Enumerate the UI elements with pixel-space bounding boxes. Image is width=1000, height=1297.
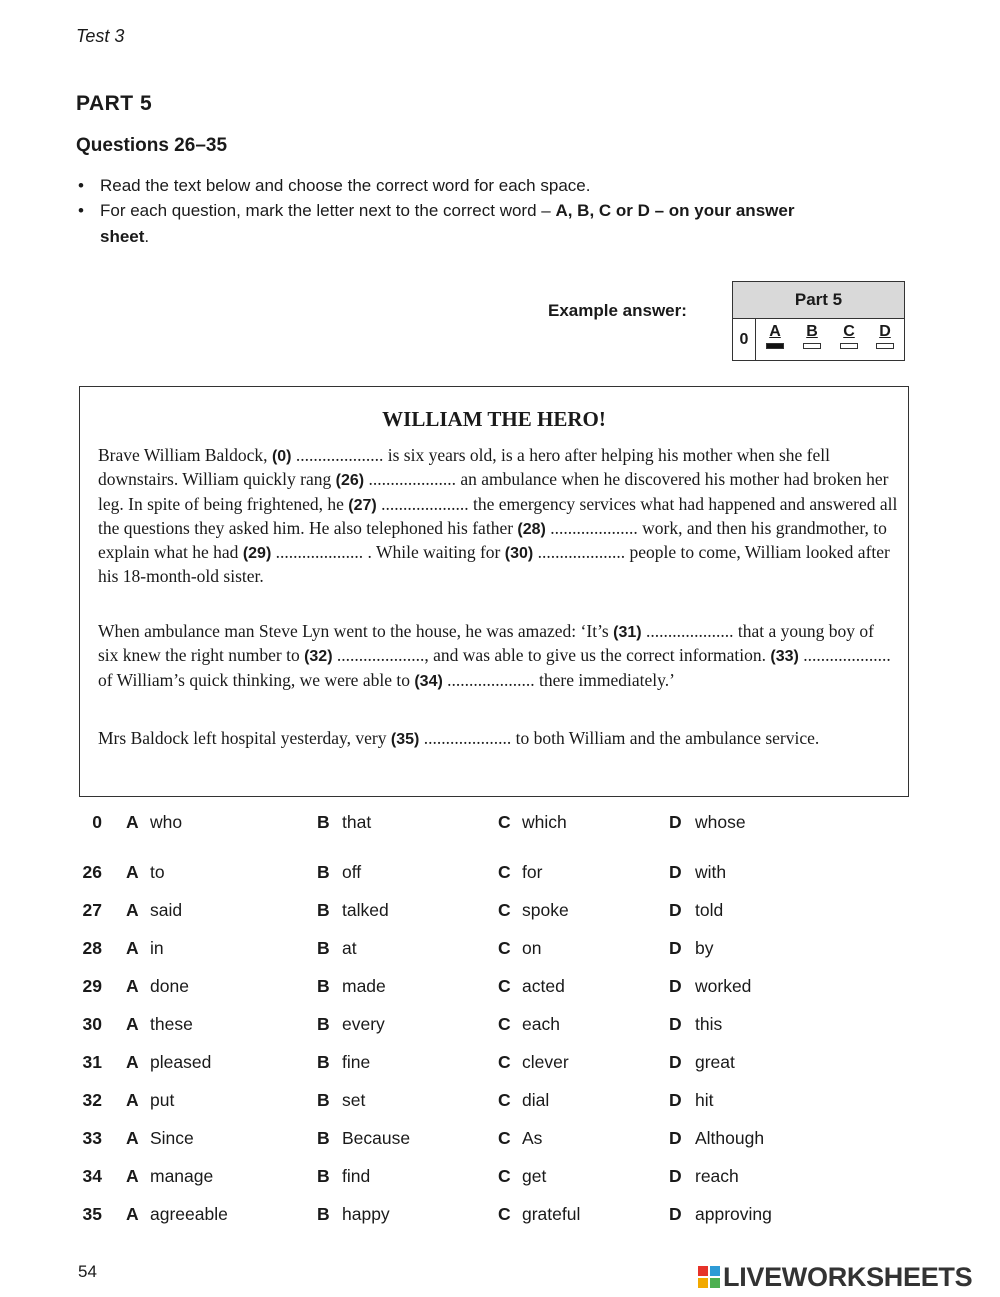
option-a-word[interactable]: who xyxy=(150,812,183,832)
option-d-word[interactable]: told xyxy=(695,900,724,920)
option-a-word[interactable]: these xyxy=(150,1014,193,1034)
option-letter-b: B xyxy=(317,1090,330,1110)
option-letter-b: B xyxy=(317,900,330,920)
option-c-word[interactable]: on xyxy=(522,938,542,958)
option-b-word[interactable]: at xyxy=(342,938,357,958)
option-b-word[interactable]: that xyxy=(342,812,372,832)
empty-mark-icon xyxy=(840,343,858,349)
bullet-icon: • xyxy=(78,176,84,195)
option-letter-b: B xyxy=(317,1204,330,1224)
option-a-word[interactable]: done xyxy=(150,976,189,996)
option-letter-b: B xyxy=(317,1014,330,1034)
option-d-word[interactable]: this xyxy=(695,1014,723,1034)
option-c-word[interactable]: acted xyxy=(522,976,565,996)
option-c-word[interactable]: As xyxy=(522,1128,543,1148)
option-d-word[interactable]: whose xyxy=(695,812,746,832)
gap-28[interactable]: .................... xyxy=(550,517,638,538)
option-c-word[interactable]: for xyxy=(522,862,543,882)
option-letter-d: D xyxy=(669,1166,682,1186)
questions-heading: Questions 26–35 xyxy=(76,135,228,156)
option-letter-c: C xyxy=(498,1128,511,1148)
option-letter-d: D xyxy=(669,1128,682,1148)
option-b-word[interactable]: fine xyxy=(342,1052,371,1072)
option-d-word[interactable]: worked xyxy=(695,976,752,996)
option-letter-d: D xyxy=(669,1090,682,1110)
option-letter-a: A xyxy=(126,1128,139,1148)
option-letter-d: D xyxy=(669,976,682,996)
option-letter-b: B xyxy=(317,812,330,832)
empty-mark-icon xyxy=(876,343,894,349)
question-number: 30 xyxy=(82,1014,102,1034)
example-box-title: Part 5 xyxy=(733,282,904,319)
question-row-31 xyxy=(0,1052,1000,1080)
option-d-word[interactable]: approving xyxy=(695,1204,772,1224)
option-letter-c: C xyxy=(498,900,511,920)
option-letter-a: A xyxy=(126,862,139,882)
option-letter-c: C xyxy=(498,1052,511,1072)
question-row-30 xyxy=(0,1014,1000,1042)
option-letter-a: A xyxy=(126,1090,139,1110)
question-number: 33 xyxy=(82,1128,102,1148)
gap-32[interactable]: .................... xyxy=(336,645,425,666)
option-a-word[interactable]: put xyxy=(150,1090,175,1110)
story-paragraph-2: When ambulance man Steve Lyn went to the house, he was amazed: ‘It’s (31) .................... that a young boy of six knew the right number to (32) ...................., and was able to give us the correct information. (33) .................... of William’s quick thinking, we were able to (34) .................... there immediately.’ xyxy=(98,621,891,690)
option-b-word[interactable]: made xyxy=(342,976,386,996)
option-b-word[interactable]: find xyxy=(342,1166,371,1186)
instruction-text: For each question, mark the letter next to the correct word – A, B, C or D – on your answer sheet. xyxy=(100,201,795,246)
page-number: 54 xyxy=(78,1262,97,1281)
option-a-word[interactable]: manage xyxy=(150,1166,214,1186)
liveworksheets-logo: LIVEWORKSHEETS xyxy=(698,1262,972,1293)
question-number: 0 xyxy=(92,812,102,832)
example-label: Example answer: xyxy=(548,301,687,320)
option-letter-a: A xyxy=(126,976,139,996)
question-number: 35 xyxy=(82,1204,102,1224)
test-label: Test 3 xyxy=(76,26,125,46)
story-paragraph-1: Brave William Baldock, (0) .................... is six years old, is a hero after helping his mother when she fell downstairs. William quickly rang (26) .................... an ambulance when he discovered his mother had broken her leg. In spite of being frightened, he (27) .................... the emergency services what had happened and answered all the questions they asked him. He also telephoned his father (28) .................... work, and then his grandmother, to explain what he had (29) .................... . While waiting for (30) .................... people to come, William looked after his 18-month-old sister. xyxy=(98,445,898,587)
option-letter-d: D xyxy=(669,938,682,958)
option-letter-a: A xyxy=(126,1204,139,1224)
option-c-word[interactable]: get xyxy=(522,1166,547,1186)
option-c-word[interactable]: clever xyxy=(522,1052,569,1072)
question-number: 32 xyxy=(82,1090,102,1110)
gap-35[interactable]: .................... xyxy=(423,728,512,748)
story-title: WILLIAM THE HERO! xyxy=(382,407,606,431)
option-c-word[interactable]: dial xyxy=(522,1090,550,1110)
story-paragraph-3: Mrs Baldock left hospital yesterday, very (35) .................... to both William and the ambulance service. xyxy=(98,728,820,748)
gap-34[interactable]: .................... xyxy=(447,669,535,690)
option-b-word[interactable]: talked xyxy=(342,900,389,920)
option-letter-c: C xyxy=(498,1166,511,1186)
option-letter-c: C xyxy=(498,976,511,996)
option-c-word[interactable]: which xyxy=(522,812,567,832)
option-c-word[interactable]: spoke xyxy=(522,900,569,920)
option-d-word[interactable]: great xyxy=(695,1052,735,1072)
instruction-text: Read the text below and choose the correct word for each space. xyxy=(100,176,591,195)
gap-30[interactable]: .................... xyxy=(537,542,626,563)
option-a-word[interactable]: to xyxy=(150,862,165,882)
option-letter-a: A xyxy=(126,1014,139,1034)
option-a-word[interactable]: in xyxy=(150,938,164,958)
option-d-word[interactable]: hit xyxy=(695,1090,714,1110)
gap-26[interactable]: .................... xyxy=(368,469,456,490)
liveworksheets-icon xyxy=(698,1266,720,1288)
option-letter-c: C xyxy=(498,938,511,958)
example-option-b: B xyxy=(800,324,824,349)
option-c-word[interactable]: grateful xyxy=(522,1204,581,1224)
question-number: 27 xyxy=(82,900,102,920)
option-d-word[interactable]: reach xyxy=(695,1166,739,1186)
question-number: 29 xyxy=(82,976,102,996)
option-letter-a: A xyxy=(126,1166,139,1186)
option-letter-b: B xyxy=(317,1128,330,1148)
question-number: 26 xyxy=(82,862,102,882)
option-a-word[interactable]: said xyxy=(150,900,183,920)
option-letter-d: D xyxy=(669,900,682,920)
option-letter-c: C xyxy=(498,862,511,882)
gap-33[interactable]: .................... xyxy=(803,645,891,666)
option-letter-d: D xyxy=(669,1014,682,1034)
option-a-word[interactable]: agreeable xyxy=(150,1204,228,1224)
option-a-word[interactable]: Since xyxy=(150,1128,194,1148)
option-letter-b: B xyxy=(317,1166,330,1186)
gap-29[interactable]: .................... xyxy=(275,542,364,563)
question-row-35 xyxy=(0,1204,1000,1232)
question-row-34 xyxy=(0,1166,1000,1194)
example-option-c: C xyxy=(837,324,861,349)
question-row-0 xyxy=(0,812,1000,840)
option-d-word[interactable]: by xyxy=(695,938,714,958)
part-heading: PART 5 xyxy=(76,92,153,115)
option-letter-d: D xyxy=(669,862,682,882)
instruction-2 xyxy=(78,198,798,250)
instruction-1 xyxy=(78,173,798,199)
option-letter-c: C xyxy=(498,1090,511,1110)
filled-mark-icon xyxy=(766,343,784,349)
empty-mark-icon xyxy=(803,343,821,349)
option-letter-b: B xyxy=(317,1052,330,1072)
gap-27[interactable]: .................... xyxy=(381,493,469,514)
question-row-26 xyxy=(0,862,1000,890)
option-letter-a: A xyxy=(126,1052,139,1072)
story-box xyxy=(79,386,909,797)
option-b-word[interactable]: set xyxy=(342,1090,366,1110)
gap-31[interactable]: .................... xyxy=(645,621,734,641)
option-letter-a: A xyxy=(126,938,139,958)
option-d-word[interactable]: Although xyxy=(695,1128,765,1148)
option-letter-d: D xyxy=(669,812,682,832)
option-a-word[interactable]: pleased xyxy=(150,1052,212,1072)
example-number: 0 xyxy=(733,318,756,360)
example-answer-box xyxy=(732,281,905,361)
option-d-word[interactable]: with xyxy=(695,862,727,882)
question-number: 31 xyxy=(82,1052,102,1072)
option-letter-c: C xyxy=(498,1204,511,1224)
question-row-29 xyxy=(0,976,1000,1004)
option-c-word[interactable]: each xyxy=(522,1014,560,1034)
question-row-32 xyxy=(0,1090,1000,1118)
option-b-word[interactable]: happy xyxy=(342,1204,390,1224)
option-letter-d: D xyxy=(669,1204,682,1224)
option-b-word[interactable]: Because xyxy=(342,1128,411,1148)
option-letter-b: B xyxy=(317,862,330,882)
option-letter-b: B xyxy=(317,976,330,996)
option-letter-a: A xyxy=(126,900,139,920)
option-letter-c: C xyxy=(498,1014,511,1034)
question-row-27 xyxy=(0,900,1000,928)
question-number: 28 xyxy=(82,938,102,958)
question-row-28 xyxy=(0,938,1000,966)
example-option-a: A xyxy=(763,324,787,349)
question-row-33 xyxy=(0,1128,1000,1156)
gap-0[interactable]: .................... xyxy=(295,445,384,465)
option-letter-b: B xyxy=(317,938,330,958)
option-letter-a: A xyxy=(126,812,139,832)
example-option-d: D xyxy=(873,324,897,349)
option-b-word[interactable]: off xyxy=(342,862,362,882)
bullet-icon: • xyxy=(78,201,84,220)
option-letter-d: D xyxy=(669,1052,682,1072)
option-letter-c: C xyxy=(498,812,511,832)
question-number: 34 xyxy=(82,1166,102,1186)
option-b-word[interactable]: every xyxy=(342,1014,385,1034)
